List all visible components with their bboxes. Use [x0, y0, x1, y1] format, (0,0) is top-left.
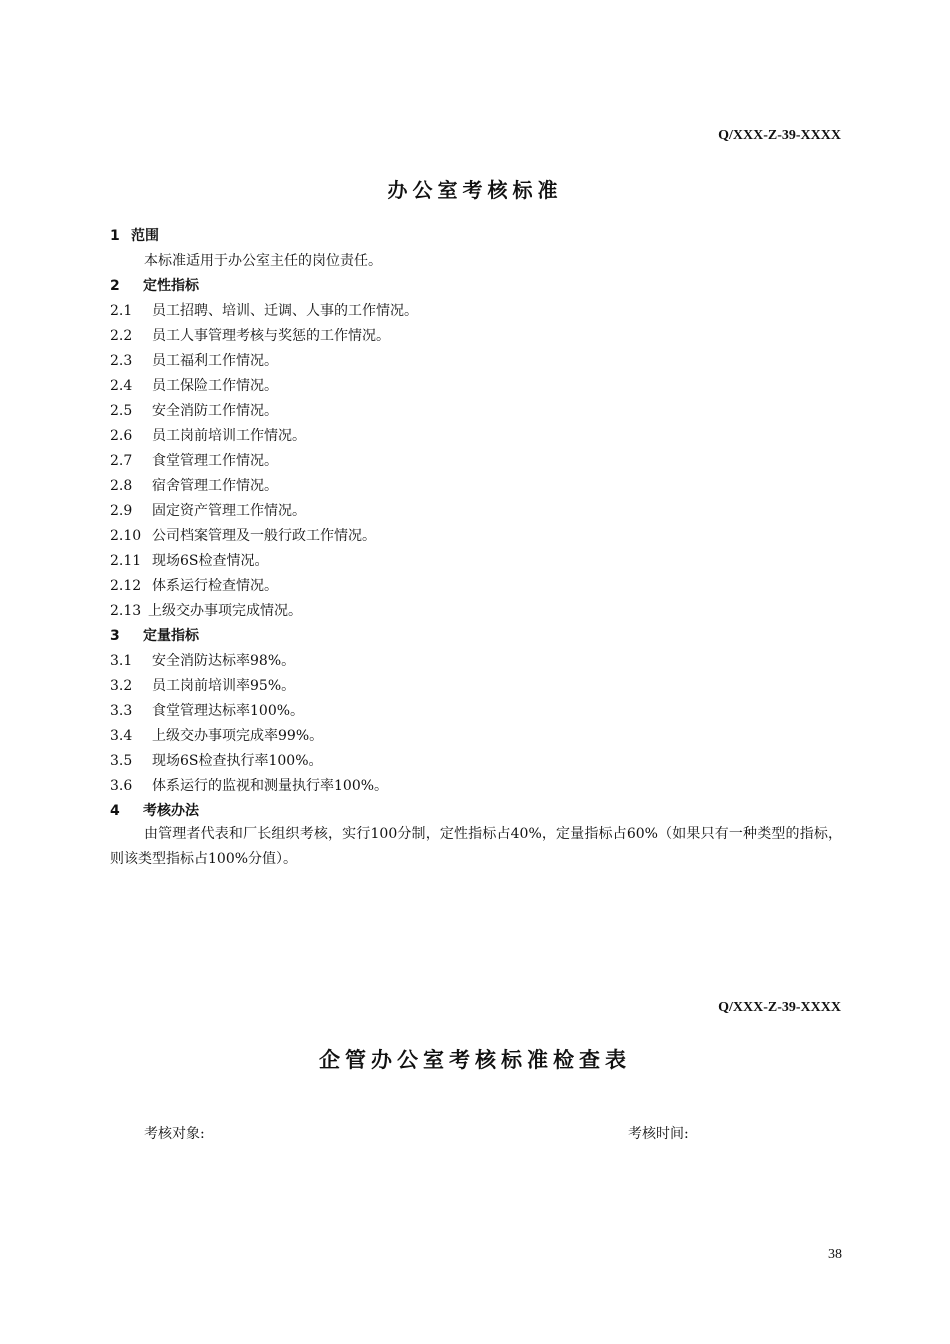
section-1-heading	[110, 226, 159, 246]
list-item	[110, 451, 278, 471]
item-number: 2.5	[110, 403, 133, 419]
document-code: Q/XXX-Z-39-XXXX	[718, 1000, 841, 1015]
assessment-time-label: 考核时间:	[628, 1126, 689, 1142]
item-number: 2.13	[110, 603, 142, 619]
list-item	[110, 351, 278, 371]
section-number: 1	[110, 228, 120, 244]
item-text: 员工人事管理考核与奖惩的工作情况。	[152, 328, 390, 344]
item-number: 3.1	[110, 653, 133, 669]
item-text: 宿舍管理工作情况。	[152, 478, 278, 494]
list-item	[110, 401, 278, 421]
item-number: 2.12	[110, 578, 142, 594]
list-item	[110, 701, 304, 721]
item-text: 固定资产管理工作情况。	[152, 503, 306, 519]
section-4-text: 由管理者代表和厂长组织考核，实行100分制，定性指标占40%，定量指标占60%（如果只有一种类型的指标，则该类型指标占100%分值）。	[110, 826, 842, 867]
item-number: 2.7	[110, 453, 133, 469]
item-number: 3.2	[110, 678, 133, 694]
list-item	[110, 576, 278, 596]
page-number: 38	[828, 1247, 842, 1262]
section-2-heading	[110, 276, 199, 296]
item-number: 2.4	[110, 378, 133, 394]
list-item	[110, 301, 418, 321]
section-1-text: 本标准适用于办公室主任的岗位责任。	[144, 253, 382, 269]
section-number: 4	[110, 803, 120, 819]
item-number: 2.8	[110, 478, 133, 494]
assessment-target-label: 考核对象:	[144, 1126, 205, 1142]
checklist-title: 企管办公室考核标准检查表	[319, 1048, 631, 1072]
list-item	[110, 776, 388, 796]
item-text: 食堂管理达标率100%。	[152, 703, 305, 719]
item-text: 安全消防达标率98%。	[152, 653, 296, 669]
list-item	[110, 376, 278, 396]
item-text: 体系运行检查情况。	[152, 578, 278, 594]
item-number: 3.4	[110, 728, 133, 744]
item-text: 安全消防工作情况。	[152, 403, 278, 419]
list-item	[110, 326, 390, 346]
item-text: 员工岗前培训工作情况。	[152, 428, 306, 444]
list-item	[110, 601, 302, 621]
item-text: 员工福利工作情况。	[152, 353, 278, 369]
section-number: 3	[110, 628, 120, 644]
document-code: Q/XXX-Z-39-XXXX	[718, 128, 841, 143]
list-item	[110, 651, 295, 671]
section-title: 定性指标	[143, 278, 199, 294]
section-title: 范围	[131, 228, 159, 244]
section-number: 2	[110, 278, 120, 294]
item-number: 2.11	[110, 553, 142, 569]
list-item	[110, 726, 323, 746]
item-number: 3.3	[110, 703, 133, 719]
list-item	[110, 676, 295, 696]
item-number: 2.6	[110, 428, 133, 444]
item-text: 员工岗前培训率95%。	[152, 678, 296, 694]
item-text: 上级交办事项完成情况。	[148, 603, 302, 619]
page-title: 办公室考核标准	[387, 178, 563, 202]
list-item	[110, 476, 278, 496]
list-item	[110, 526, 376, 546]
item-text: 现场6S检查执行率100%。	[152, 753, 323, 769]
list-item	[110, 501, 306, 521]
item-number: 3.5	[110, 753, 133, 769]
item-text: 体系运行的监视和测量执行率100%。	[152, 778, 389, 794]
item-text: 员工招聘、培训、迁调、人事的工作情况。	[152, 303, 418, 319]
item-number: 2.1	[110, 303, 133, 319]
section-3-heading	[110, 626, 199, 646]
item-number: 2.10	[110, 528, 142, 544]
section-title: 定量指标	[143, 628, 199, 644]
item-text: 食堂管理工作情况。	[152, 453, 278, 469]
item-number: 2.2	[110, 328, 133, 344]
list-item	[110, 551, 269, 571]
list-item	[110, 426, 306, 446]
section-title: 考核办法	[143, 803, 199, 819]
item-text: 现场6S检查情况。	[152, 553, 269, 569]
item-text: 上级交办事项完成率99%。	[152, 728, 324, 744]
item-text: 员工保险工作情况。	[152, 378, 278, 394]
section-4-heading	[110, 801, 199, 821]
item-number: 2.3	[110, 353, 133, 369]
item-number: 2.9	[110, 503, 133, 519]
item-number: 3.6	[110, 778, 133, 794]
list-item	[110, 751, 323, 771]
item-text: 公司档案管理及一般行政工作情况。	[152, 528, 376, 544]
